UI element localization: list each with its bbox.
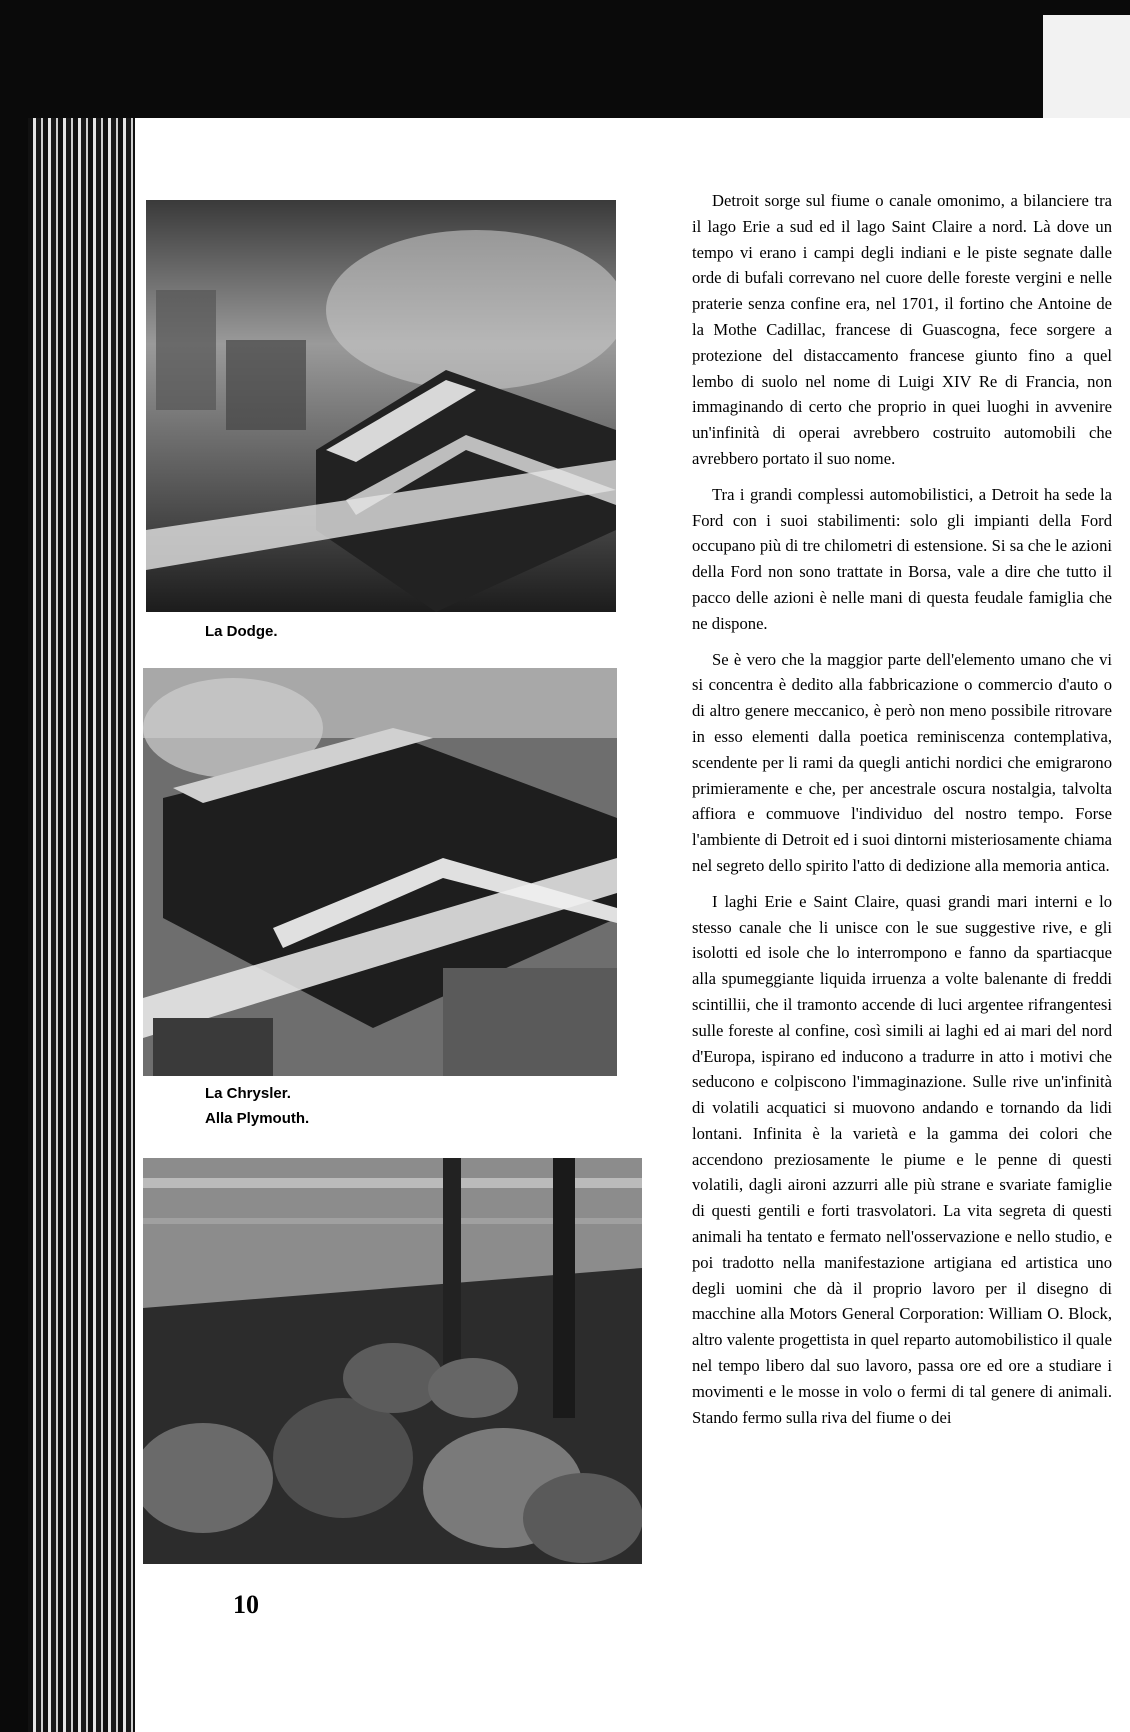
photo-plymouth-assembly (143, 1158, 642, 1564)
scan-margin-blank (1043, 15, 1130, 127)
book-page-edges (28, 118, 138, 1732)
paragraph-2: Tra i grandi complessi automobilistici, a Detroit ha sede la Ford con i suoi stabilimenti: solo gli impianti della Ford occupano più di tre chilometri di estensione. Si sa che le azioni della Ford non sono trattate in Borsa, vale a dire che tutto il pacco delle azioni è nelle mani di questa feudale famiglia che ne dispone. (692, 484, 1112, 633)
paragraph-3: Se è vero che la maggior parte dell'elemento umano che vi si concentra è dedito alla fabbricazione o commercio d'auto o di altro genere meccanico, è però non meno possibile ritrovare in esso elementi dalla poetica reminiscenza contemplativa, scendente per li rami da quegli antichi nordici che emigrarono primieramente e che, per ancestrale oscura nostalgia, talvolta affiora e commuove l'individuo del nostro tempo. Forse l'ambiente di Detroit ed i suoi dintorni misteriosamente chiama nel segreto dello spirito l'atto di dedizione alla memoria antica. (692, 649, 1112, 875)
caption-dodge: La Dodge. (205, 623, 278, 640)
caption-chrysler: La Chrysler. (205, 1085, 291, 1102)
page-number: 10 (233, 1590, 259, 1619)
photo-dodge-factory (146, 200, 616, 612)
caption-plymouth: Alla Plymouth. (205, 1110, 310, 1127)
paragraph-1: Detroit sorge sul fiume o canale omonimo, a bilanciere tra il lago Erie a sud ed il lago Saint Claire a nord. Là dove un tempo vi erano i campi degli indiani e le piste segnate dalle orde di bufali correvano nel cuore delle foreste vergini e nelle praterie senza confine era, nel 1701, il fortino che Antoine de la Mothe Cadillac, francese di Guascogna, fece sorgere a protezione del distaccamento francese giunto fino a quel lembo di suolo nel nome di Luigi XIV Re di Francia, non immaginando di certo che proprio in quei luoghi in avvenire un'infinità di operai avrebbero costruito automobili che avrebbero portato il suo nome. (692, 191, 1112, 468)
photo-chrysler-factory (143, 668, 617, 1076)
article-text-column (692, 188, 1112, 1440)
paragraph-4: I laghi Erie e Saint Claire, quasi grandi mari interni e lo stesso canale che li unisce con le sue suggestive rive, e gli isolotti ed isole che lo interrompono e fanno da spartiacque alla spumeggiante liquida irruenza a volte balenante di freddi scintillii, che il tramonto accende di luci argentee rifrangentesi sulle foreste al confine, così simili ai laghi ed ai mari del nord d'Europa, ispirano ed inducono a tradurre in atto i motivi che seducono e colpiscono l'immaginazione. Sulle rive un'infinità di volatili acquatici si muovono andando e tornando da lidi lontani. Infinita è la varietà e la gamma dei colori che accendono preziosamente le piume e le penne di questi volatili, dagli aironi azzurri alle più strane e svariate famiglie di questi gentili e forti trasvolatori. La vita segreta di questi animali ha tentato e fermato nell'osservazione e nello studio, e poi tradotto nella manifestazione artigiana ed artistica uno degli uomini che dà il proprio lavoro per il disegno di macchine alla Motors General Corporation: William O. Block, altro valente progettista in quel reparto automobilistico il quale nel tempo libero dal suo lavoro, passa ore ed ore a studiare i movimenti e le mosse in volo o fermi di tal genere di animali. Stando fermo sulla riva del fiume o dei (692, 891, 1112, 1427)
